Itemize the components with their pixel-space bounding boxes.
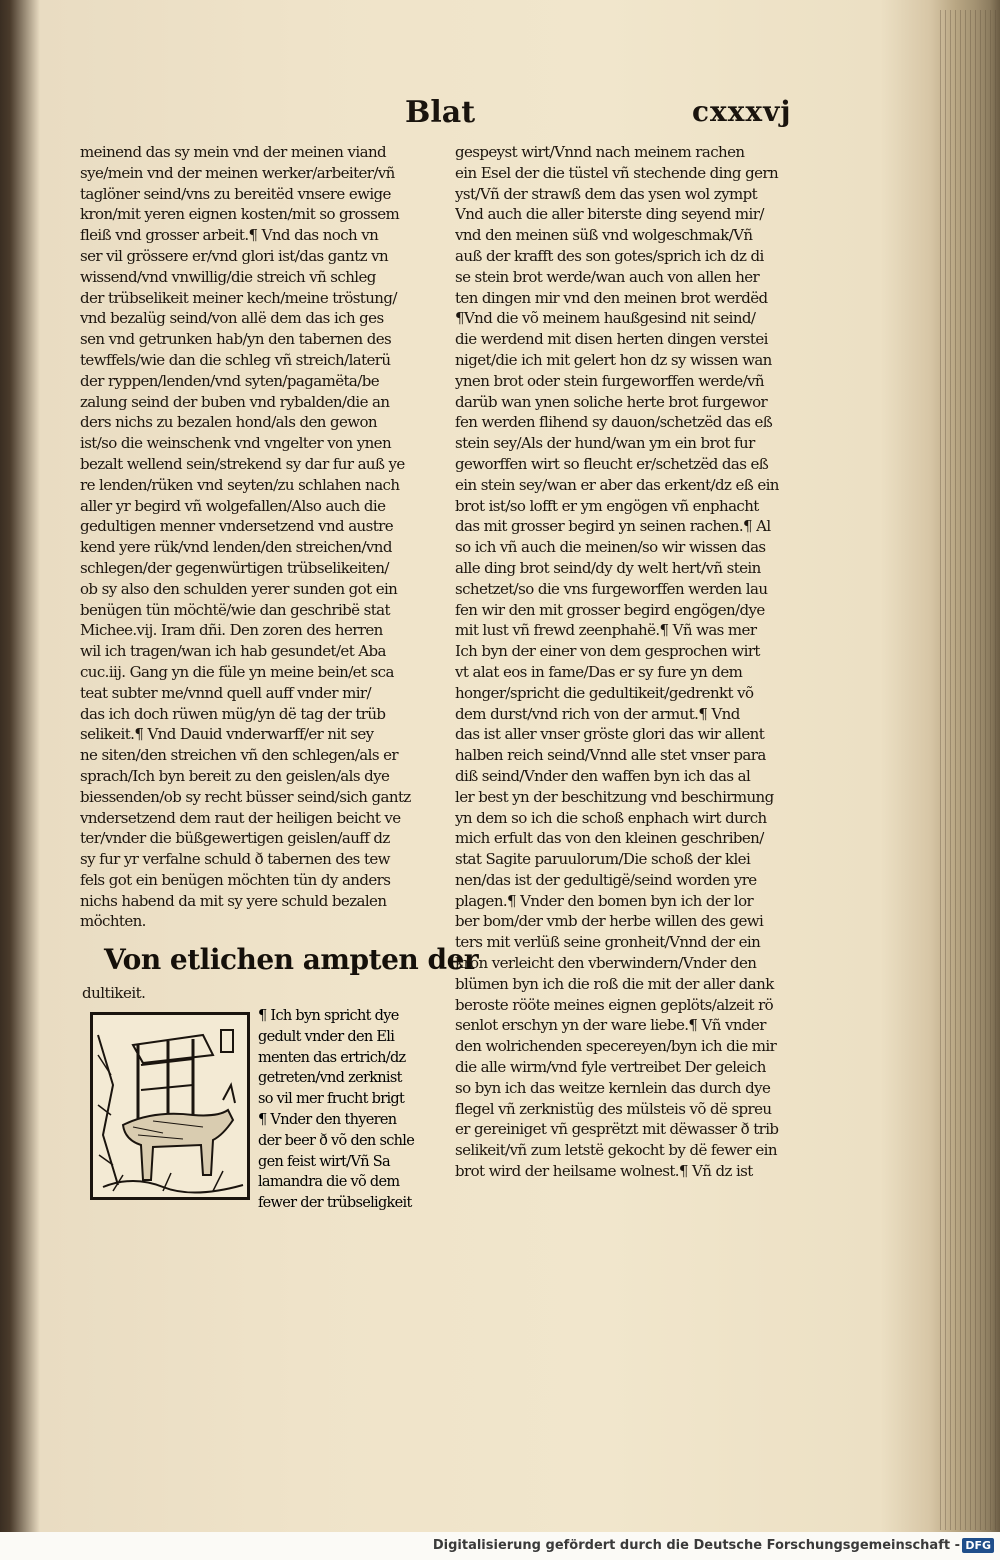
text-line: darüb wan ynen soliche herte brot furgewor <box>455 392 768 411</box>
text-line: mich erfult das von den kleinen geschriben/ <box>455 829 764 848</box>
text-line: ber bom/der vmb der herbe willen des gewi <box>455 912 764 931</box>
text-line: nichs habend da mit sy yere schuld bezalen <box>80 891 387 910</box>
woodcut-side-text <box>258 1006 448 1214</box>
text-line: fewer der trübseligkeit <box>258 1195 412 1212</box>
text-line: bezalt wellend sein/strekend sy dar fur auß ye <box>80 454 405 473</box>
text-line: gedult vnder den Eli <box>258 1028 395 1045</box>
text-line: yst/Vñ der strawß dem das ysen wol zympt <box>455 184 758 203</box>
text-line: der trübselikeit meiner kech/meine tröstung/ <box>80 288 397 307</box>
text-line: stein sey/Als der hund/wan ym ein brot fur <box>455 434 755 453</box>
folio-number: cxxxvj <box>692 95 792 128</box>
text-line: gedultigen menner vndersetzend vnd austre <box>80 517 393 536</box>
text-line: nen/das ist der gedultigë/seind worden yre <box>455 870 757 889</box>
text-line: ist/so die weinschenk vnd vngelter von ynen <box>80 434 392 453</box>
text-line: dem durst/vnd rich von der armut.¶ Vnd <box>455 704 740 723</box>
text-line: auß der krafft des son gotes/sprich ich dz di <box>455 246 764 265</box>
digitization-footer <box>0 1532 1000 1560</box>
text-line: teat subter me/vnnd quell auff vnder mir/ <box>80 683 371 702</box>
text-line: geworffen wirt so fleucht er/schetzëd das eß <box>455 454 769 473</box>
text-line: menten das ertrich/dz <box>258 1049 406 1066</box>
text-line: das ist aller vnser gröste glori das wir allent <box>455 725 765 744</box>
text-line: meinend das sy mein vnd der meinen viand <box>80 143 387 161</box>
text-line: plagen.¶ Vnder den bomen byn ich der lor <box>455 891 754 910</box>
text-line: ters mit verlüß seine gronheit/Vnnd der ein <box>455 933 761 952</box>
text-line: sen vnd getrunken hab/yn den tabernen des <box>80 330 392 349</box>
text-line: honger/spricht die gedultikeit/gedrenkt võ <box>455 683 754 702</box>
text-line: der beer ð võ den schle <box>258 1132 415 1149</box>
text-line: sprach/Ich byn bereit zu den geislen/als dye <box>80 766 390 785</box>
text-line: selikeit.¶ Vnd Dauid vnderwarff/er nit sey <box>80 725 374 744</box>
text-line: das ich doch rüwen müg/yn dë tag der trüb <box>80 704 386 723</box>
text-line: Ich byn der einer von dem gesprochen wirt <box>455 642 760 661</box>
text-line: vndersetzend dem raut der heiligen beicht ve <box>80 808 401 827</box>
text-line: fels got ein benügen möchten tün dy anders <box>80 870 391 889</box>
text-line: senlot erschyn yn der ware liebe.¶ Vñ vnder <box>455 1016 766 1035</box>
text-line: blümen byn ich die roß die mit der aller dank <box>455 974 774 993</box>
page-edge-stack <box>940 10 1000 1530</box>
text-line: zalung seind der buben vnd rybalden/die an <box>80 392 390 411</box>
text-line: Michee.vij. Iram dñi. Den zoren des herren <box>80 621 383 640</box>
text-line: kend yere rük/vnd lenden/den streichen/vnd <box>80 538 392 557</box>
text-line: der ryppen/lenden/vnd syten/pagamëta/be <box>80 371 379 390</box>
text-line: den wolrichenden specereyen/byn ich die mir <box>455 1037 777 1056</box>
text-line: ser vil grössere er/vnd glori ist/das gantz vn <box>80 246 389 265</box>
text-line: so vil mer frucht brigt <box>258 1091 405 1108</box>
text-line: sy fur yr verfalne schuld ð tabernen des tew <box>80 850 390 869</box>
text-line: ten dingen mir vnd den meinen brot werdëd <box>455 288 768 307</box>
text-line: ein Esel der die tüstel vñ stechende ding gern <box>455 163 779 182</box>
text-line: wil ich tragen/wan ich hab gesundet/et Aba <box>80 642 386 661</box>
text-line: fen wir den mit grosser begird engögen/dye <box>455 600 765 619</box>
text-line: ter/vnder die büßgewertigen geislen/auff dz <box>80 829 390 848</box>
text-line: biessenden/ob sy recht büsser seind/sich gantz <box>80 787 411 806</box>
footer-credit: Digitalisierung gefördert durch die Deutsche Forschungsgemeinschaft - <box>432 1538 960 1553</box>
text-line: ynen brot oder stein furgeworffen werde/vñ <box>455 371 764 390</box>
text-line: ler best yn der beschitzung vnd beschirmung <box>455 787 774 806</box>
text-line: die alle wirm/vnd fyle vertreibet Der geleich <box>455 1058 766 1077</box>
right-text-column <box>455 142 815 1182</box>
text-line: ¶Vnd die võ meinem haußgesind nit seind/ <box>455 309 756 328</box>
text-line: schlegen/der gegenwürtigen trübselikeiten/ <box>80 558 389 577</box>
text-line: ¶ Vnder den thyeren <box>258 1111 397 1128</box>
text-line: se stein brot werde/wan auch von allen her <box>455 267 760 286</box>
text-line: benügen tün möchtë/wie dan geschribë stat <box>80 600 390 619</box>
text-line: sye/mein vnd der meinen werker/arbeiter/vñ <box>80 163 395 182</box>
text-line: halben reich seind/Vnnd alle stet vnser para <box>455 746 766 765</box>
text-line: ein stein sey/wan er aber das erkent/dz eß ein <box>455 475 779 494</box>
text-line: diß seind/Vnder den waffen byn ich das al <box>455 766 751 785</box>
text-line: brot ist/so lofft er ym engögen vñ enphacht <box>455 496 759 515</box>
text-line: fleiß vnd grosser arbeit.¶ Vnd das noch vn <box>80 226 379 245</box>
text-line: ¶ Ich byn spricht dye <box>258 1008 399 1024</box>
text-line: beroste rööte meines eignen geplöts/alzeit rö <box>455 995 774 1014</box>
dfg-logo: DFG <box>962 1538 994 1553</box>
text-line: Vnd auch die aller biterste ding seyend mir/ <box>455 205 764 224</box>
text-line: flegel vñ zerknistüg des mülsteis võ dë spreu <box>455 1099 772 1118</box>
text-line: re lenden/rüken vnd seyten/zu schlahen nach <box>80 475 400 494</box>
running-title: Blat <box>405 95 476 130</box>
text-line: vt alat eos in fame/Das er sy fure yn dem <box>455 662 743 681</box>
text-line: selikeit/vñ zum letstë gekocht by dë fewer ein <box>455 1141 777 1160</box>
text-line: vnd den meinen süß vnd wolgeschmak/Vñ <box>455 226 753 245</box>
text-line: alle ding brot seind/dy dy welt hert/vñ stein <box>455 558 761 577</box>
text-line: schetzet/so die vns furgeworffen werden lau <box>455 579 768 598</box>
text-line: aller yr begird vñ wolgefallen/Also auch die <box>80 496 386 515</box>
text-line: vnd bezalüg seind/von allë dem das ich ges <box>80 309 384 328</box>
section-heading-continuation: dultikeit. <box>82 984 146 1002</box>
text-line: kron/mit yeren eignen kosten/mit so grossem <box>80 205 400 224</box>
text-line: lamandra die võ dem <box>258 1174 400 1191</box>
text-line: tewffels/wie dan die schleg vñ streich/laterü <box>80 350 391 369</box>
text-line: gespeyst wirt/Vnnd nach meinem rachen <box>455 143 745 161</box>
left-text-column <box>80 142 440 932</box>
text-line: taglöner seind/vns zu bereitëd vnsere ewige <box>80 184 391 203</box>
text-line: das mit grosser begird yn seinen rachen.¶ Al <box>455 517 771 536</box>
text-line: die werdend mit disen herten dingen verstei <box>455 330 768 349</box>
text-line: so byn ich das weitze kernlein das durch dye <box>455 1078 771 1097</box>
text-line: gen feist wirt/Vñ Sa <box>258 1153 390 1170</box>
text-line: mit lust vñ frewd zeenphahë.¶ Vñ was mer <box>455 621 757 640</box>
text-line: brot wird der heilsame wolnest.¶ Vñ dz ist <box>455 1162 753 1181</box>
section-heading: Von etlichen ampten der <box>104 943 479 976</box>
text-line: ob sy also den schulden yerer sunden got ein <box>80 579 398 598</box>
text-line: stat Sagite paruulorum/Die schoß der klei <box>455 850 751 869</box>
text-line: möchten. <box>80 912 146 931</box>
text-line: er gereiniget vñ gesprëtzt mit dëwasser ð trib <box>455 1120 779 1139</box>
text-line: so ich vñ auch die meinen/so wir wissen das <box>455 538 766 557</box>
text-line: fen werden flihend sy dauon/schetzëd das eß <box>455 413 773 432</box>
text-line: wissend/vnd vnwillig/die streich vñ schleg <box>80 267 376 286</box>
text-line: ne siten/den streichen vñ den schlegen/als er <box>80 746 398 765</box>
text-line: niget/die ich mit gelert hon dz sy wissen wan <box>455 350 772 369</box>
text-line: yn dem so ich die schoß enphach wirt durch <box>455 808 767 827</box>
text-line: kron verleicht den vberwindern/Vnder den <box>455 954 757 973</box>
text-line: getreten/vnd zerknist <box>258 1070 402 1087</box>
text-line: cuc.iij. Gang yn die füle yn meine bein/et sca <box>80 662 394 681</box>
woodcut-illustration <box>90 1012 250 1200</box>
text-line: ders nichs zu bezalen hond/als den gewon <box>80 413 377 432</box>
running-header <box>0 95 1000 135</box>
